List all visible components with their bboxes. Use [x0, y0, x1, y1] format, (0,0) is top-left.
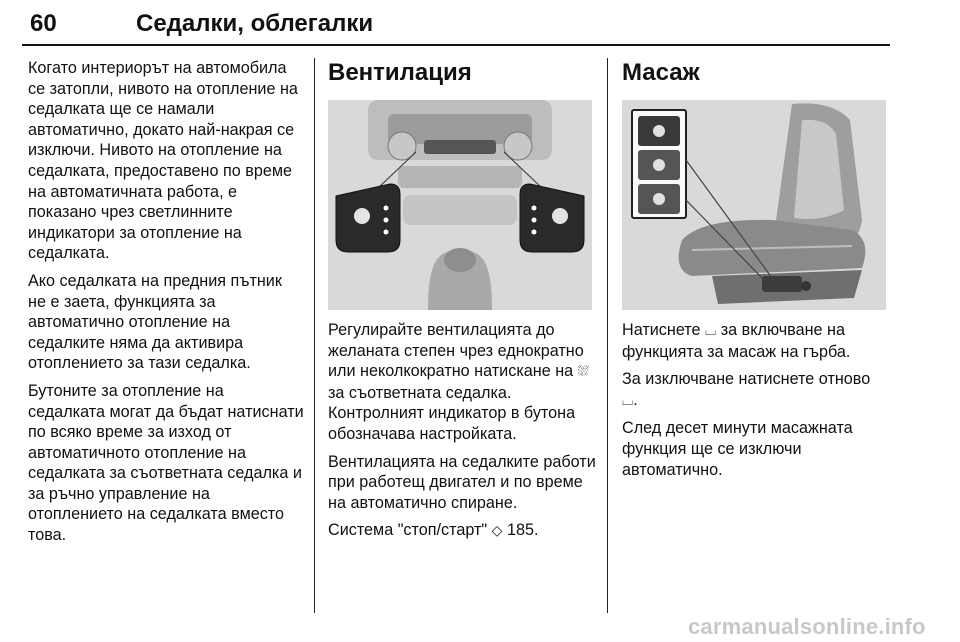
paragraph: [622, 320, 890, 362]
chapter-title: Седалки, облегалки: [136, 10, 374, 37]
paragraph: Вентилацията на седалките работи при работещ двигател и по време на автоматично спиране.: [328, 452, 596, 512]
text: За изключване натиснете отново: [622, 370, 871, 389]
massage-seat-illustration: [622, 100, 886, 310]
page-number: 60: [30, 10, 57, 37]
console-drawing: [328, 100, 592, 310]
text: Регулирайте вентилацията до желаната степен чрез еднократно или неколкократно натискане на: [328, 321, 584, 381]
text: Система "стоп/старт": [328, 521, 488, 540]
paragraph: [328, 520, 596, 542]
text: .: [633, 390, 638, 409]
page-reference-icon: ◇: [491, 523, 503, 540]
column-massage: [622, 58, 890, 479]
paragraph: [328, 320, 596, 445]
ventilation-buttons-illustration: [328, 100, 592, 310]
column-ventilation: [328, 58, 596, 540]
paragraph: Когато интериорът на автомобила се затопли, нивото на отопление на седалката ще се намали автоматично, докато най-накрая се изключи. Нивото на отопление на седалката, предоставено по време на автоматичната работа, е показано чрез светлинните индикатори за отопление на седалката.: [28, 59, 298, 263]
text: за включване на функцията за масаж на гърба.: [622, 321, 851, 361]
ventilation-heading: Вентилация: [328, 59, 472, 86]
seat-ventilation-icon: ⛆: [577, 364, 589, 381]
column-divider: [607, 58, 608, 613]
paragraph: Ако седалката на предния пътник не е заета, функцията за автоматично отопление на седалките няма да активира отоплението за тази седалка.: [28, 271, 282, 373]
page-header: [22, 6, 890, 46]
text: Натиснете: [622, 321, 701, 339]
paragraph: След десет минути масажната функция ще се изключи автоматично.: [622, 419, 853, 479]
page-reference: 185.: [506, 521, 539, 540]
massage-icon: ⌴: [705, 323, 717, 339]
column-seat-heating-text: [28, 58, 304, 553]
paragraph: [622, 369, 890, 411]
massage-icon: ⌴: [622, 392, 634, 409]
watermark: carmanualsonline.info: [688, 614, 926, 639]
text: за съответната седалка. Контролният индикатор в бутона обозначава настройката.: [328, 383, 576, 443]
column-divider: [314, 58, 315, 613]
seat-drawing: [622, 100, 886, 310]
massage-heading: Масаж: [622, 59, 700, 86]
paragraph: Бутоните за отопление на седалката могат да бъдат натиснати по всяко време за изход от автоматичното отопление на седалката за съответната седалка и за ръчно управление на отоплението на седалката вместо това.: [28, 381, 304, 545]
